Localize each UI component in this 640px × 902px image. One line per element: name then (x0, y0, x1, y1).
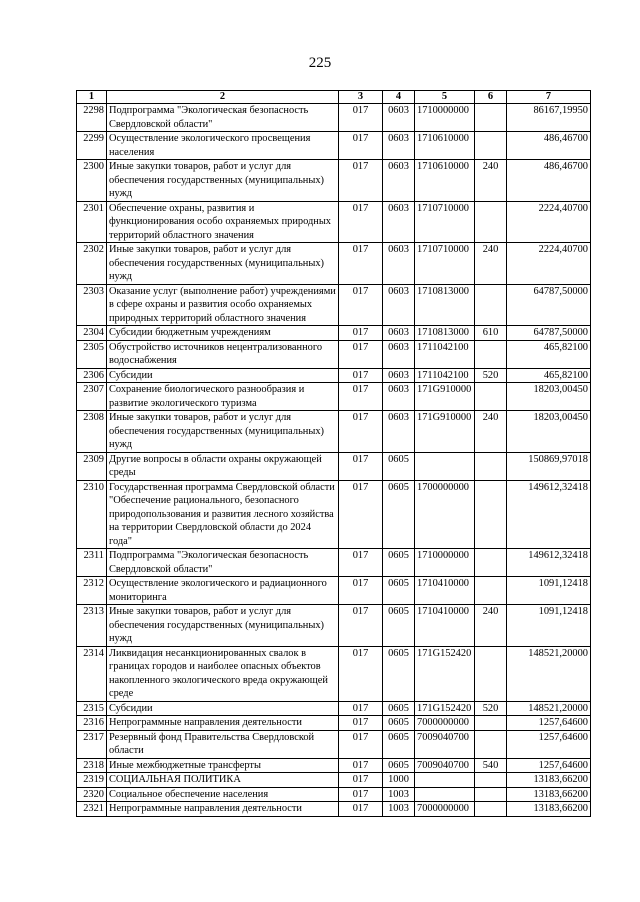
table-row (77, 326, 591, 341)
row-name: Иные закупки товаров, работ и услуг для обеспечения государственных (муниципальных) нужд (107, 243, 339, 285)
row-section-code: 0603 (383, 340, 415, 368)
header-row (77, 91, 591, 104)
row-target-code: 1700000000 (415, 480, 475, 549)
row-number: 2309 (77, 452, 107, 480)
row-ved-code: 017 (339, 104, 383, 132)
row-section-code: 0603 (383, 383, 415, 411)
table-row (77, 787, 591, 802)
row-number: 2313 (77, 605, 107, 647)
row-target-code (415, 452, 475, 480)
row-ved-code: 017 (339, 132, 383, 160)
row-expense-type (475, 549, 507, 577)
page-number: 225 (308, 55, 332, 71)
table-row (77, 730, 591, 758)
row-name: Подпрограмма "Экологическая безопасность Свердловской области" (107, 549, 339, 577)
row-section-code: 0603 (383, 160, 415, 202)
row-ved-code: 017 (339, 340, 383, 368)
row-target-code: 7000000000 (415, 716, 475, 731)
row-section-code: 0603 (383, 132, 415, 160)
row-ved-code: 017 (339, 758, 383, 773)
table-row (77, 104, 591, 132)
row-ved-code: 017 (339, 577, 383, 605)
row-expense-type: 540 (475, 758, 507, 773)
row-ved-code: 017 (339, 411, 383, 453)
row-expense-type (475, 730, 507, 758)
table-row (77, 368, 591, 383)
row-amount: 18203,00450 (507, 411, 591, 453)
row-section-code: 0605 (383, 758, 415, 773)
row-number: 2314 (77, 646, 107, 701)
table-row (77, 802, 591, 817)
row-amount: 64787,50000 (507, 326, 591, 341)
col-header: 3 (339, 91, 383, 104)
row-ved-code: 017 (339, 160, 383, 202)
row-number: 2299 (77, 132, 107, 160)
row-name: Иные закупки товаров, работ и услуг для обеспечения государственных (муниципальных) нужд (107, 411, 339, 453)
row-ved-code: 017 (339, 716, 383, 731)
row-amount: 13183,66200 (507, 787, 591, 802)
row-amount: 2224,40700 (507, 201, 591, 243)
row-target-code: 1710813000 (415, 326, 475, 341)
row-ved-code: 017 (339, 773, 383, 788)
row-expense-type (475, 284, 507, 326)
row-ved-code: 017 (339, 549, 383, 577)
row-target-code: 1710610000 (415, 132, 475, 160)
row-target-code: 171G910000 (415, 411, 475, 453)
row-number: 2303 (77, 284, 107, 326)
row-target-code: 7009040700 (415, 758, 475, 773)
row-number: 2311 (77, 549, 107, 577)
row-amount: 465,82100 (507, 340, 591, 368)
table-row (77, 383, 591, 411)
row-expense-type (475, 452, 507, 480)
row-expense-type (475, 802, 507, 817)
row-number: 2301 (77, 201, 107, 243)
row-expense-type (475, 201, 507, 243)
row-expense-type (475, 383, 507, 411)
row-ved-code: 017 (339, 284, 383, 326)
row-amount: 149612,32418 (507, 480, 591, 549)
row-amount: 465,82100 (507, 368, 591, 383)
row-target-code: 1710710000 (415, 201, 475, 243)
row-amount: 486,46700 (507, 132, 591, 160)
row-section-code: 0603 (383, 411, 415, 453)
row-name: Субсидии (107, 368, 339, 383)
row-ved-code: 017 (339, 646, 383, 701)
row-number: 2308 (77, 411, 107, 453)
table-row (77, 577, 591, 605)
row-section-code: 0605 (383, 730, 415, 758)
row-expense-type (475, 577, 507, 605)
row-amount: 148521,20000 (507, 646, 591, 701)
row-target-code: 1710710000 (415, 243, 475, 285)
row-amount: 64787,50000 (507, 284, 591, 326)
row-name: Сохранение биологического разнообразия и развитие экологического туризма (107, 383, 339, 411)
row-target-code: 1711042100 (415, 340, 475, 368)
col-header: 1 (77, 91, 107, 104)
row-target-code (415, 773, 475, 788)
row-name: Иные межбюджетные трансферты (107, 758, 339, 773)
row-ved-code: 017 (339, 383, 383, 411)
row-expense-type: 240 (475, 605, 507, 647)
row-expense-type (475, 104, 507, 132)
row-expense-type: 520 (475, 701, 507, 716)
row-number: 2302 (77, 243, 107, 285)
row-section-code: 0603 (383, 201, 415, 243)
row-name: Непрограммные направления деятельности (107, 802, 339, 817)
row-name: Иные закупки товаров, работ и услуг для обеспечения государственных (муниципальных) нужд (107, 160, 339, 202)
row-number: 2319 (77, 773, 107, 788)
row-amount: 18203,00450 (507, 383, 591, 411)
row-amount: 1091,12418 (507, 577, 591, 605)
row-target-code: 1710410000 (415, 577, 475, 605)
col-header: 5 (415, 91, 475, 104)
row-name: Резервный фонд Правительства Свердловской области (107, 730, 339, 758)
row-number: 2298 (77, 104, 107, 132)
table-row (77, 480, 591, 549)
row-section-code: 0605 (383, 549, 415, 577)
row-expense-type (475, 646, 507, 701)
row-ved-code: 017 (339, 201, 383, 243)
budget-table (76, 90, 591, 817)
row-amount: 1257,64600 (507, 716, 591, 731)
row-expense-type: 610 (475, 326, 507, 341)
row-name: Субсидии бюджетным учреждениям (107, 326, 339, 341)
row-target-code: 7009040700 (415, 730, 475, 758)
row-ved-code: 017 (339, 480, 383, 549)
row-section-code: 0603 (383, 243, 415, 285)
table-row (77, 452, 591, 480)
row-ved-code: 017 (339, 368, 383, 383)
table-row (77, 411, 591, 453)
col-header: 7 (507, 91, 591, 104)
row-section-code: 0603 (383, 104, 415, 132)
row-amount: 148521,20000 (507, 701, 591, 716)
row-ved-code: 017 (339, 452, 383, 480)
row-target-code: 171G910000 (415, 383, 475, 411)
row-name: Осуществление экологического просвещения населения (107, 132, 339, 160)
row-expense-type: 240 (475, 243, 507, 285)
row-number: 2315 (77, 701, 107, 716)
row-section-code: 0605 (383, 646, 415, 701)
table-row (77, 160, 591, 202)
row-name: СОЦИАЛЬНАЯ ПОЛИТИКА (107, 773, 339, 788)
row-amount: 150869,97018 (507, 452, 591, 480)
row-expense-type: 240 (475, 160, 507, 202)
row-name: Обустройство источников нецентрализованного водоснабжения (107, 340, 339, 368)
row-number: 2317 (77, 730, 107, 758)
row-number: 2306 (77, 368, 107, 383)
row-target-code: 1710000000 (415, 549, 475, 577)
table-row (77, 701, 591, 716)
table-row (77, 284, 591, 326)
row-amount: 486,46700 (507, 160, 591, 202)
row-target-code (415, 787, 475, 802)
row-name: Государственная программа Свердловской области "Обеспечение рационального, безопасного природопользования и развития лесного хозяйства на территории Свердловской области до 2024 года" (107, 480, 339, 549)
row-name: Оказание услуг (выполнение работ) учреждениями в сфере охраны и развития особо охраняемых природных территорий областного значения (107, 284, 339, 326)
row-ved-code: 017 (339, 730, 383, 758)
row-section-code: 0603 (383, 368, 415, 383)
row-expense-type (475, 716, 507, 731)
row-target-code: 7000000000 (415, 802, 475, 817)
table-body (77, 104, 591, 817)
row-ved-code: 017 (339, 326, 383, 341)
row-name: Осуществление экологического и радиационного мониторинга (107, 577, 339, 605)
row-name: Субсидии (107, 701, 339, 716)
row-target-code: 1710000000 (415, 104, 475, 132)
row-section-code: 1003 (383, 787, 415, 802)
row-name: Другие вопросы в области охраны окружающей среды (107, 452, 339, 480)
row-amount: 149612,32418 (507, 549, 591, 577)
table-row (77, 716, 591, 731)
col-header: 6 (475, 91, 507, 104)
row-name: Обеспечение охраны, развития и функционирования особо охраняемых природных территорий областного значения (107, 201, 339, 243)
row-section-code: 0605 (383, 452, 415, 480)
row-number: 2320 (77, 787, 107, 802)
row-name: Непрограммные направления деятельности (107, 716, 339, 731)
row-number: 2300 (77, 160, 107, 202)
table-row (77, 340, 591, 368)
row-section-code: 0605 (383, 577, 415, 605)
row-expense-type (475, 132, 507, 160)
row-target-code: 171G152420 (415, 646, 475, 701)
row-target-code: 1710610000 (415, 160, 475, 202)
row-ved-code: 017 (339, 802, 383, 817)
row-section-code: 1003 (383, 802, 415, 817)
row-section-code: 0603 (383, 326, 415, 341)
row-name: Ликвидация несанкционированных свалок в границах городов и наиболее опасных объектов накопленного экологического вреда окружающей среде (107, 646, 339, 701)
row-amount: 1257,64600 (507, 730, 591, 758)
row-target-code: 1711042100 (415, 368, 475, 383)
row-ved-code: 017 (339, 787, 383, 802)
table-row (77, 132, 591, 160)
row-number: 2321 (77, 802, 107, 817)
table-row (77, 243, 591, 285)
row-section-code: 0603 (383, 284, 415, 326)
row-amount: 86167,19950 (507, 104, 591, 132)
row-expense-type (475, 787, 507, 802)
row-section-code: 1000 (383, 773, 415, 788)
row-amount: 2224,40700 (507, 243, 591, 285)
row-section-code: 0605 (383, 716, 415, 731)
col-header: 4 (383, 91, 415, 104)
row-target-code: 171G152420 (415, 701, 475, 716)
row-name: Подпрограмма "Экологическая безопасность Свердловской области" (107, 104, 339, 132)
row-expense-type (475, 773, 507, 788)
row-number: 2318 (77, 758, 107, 773)
row-ved-code: 017 (339, 701, 383, 716)
row-section-code: 0605 (383, 701, 415, 716)
row-ved-code: 017 (339, 605, 383, 647)
row-expense-type: 240 (475, 411, 507, 453)
col-header: 2 (107, 91, 339, 104)
row-amount: 13183,66200 (507, 773, 591, 788)
table-row (77, 758, 591, 773)
row-ved-code: 017 (339, 243, 383, 285)
row-expense-type: 520 (475, 368, 507, 383)
row-section-code: 0605 (383, 605, 415, 647)
row-number: 2307 (77, 383, 107, 411)
row-target-code: 1710410000 (415, 605, 475, 647)
table-row (77, 549, 591, 577)
row-number: 2305 (77, 340, 107, 368)
row-target-code: 1710813000 (415, 284, 475, 326)
row-number: 2312 (77, 577, 107, 605)
table-row (77, 773, 591, 788)
table-row (77, 605, 591, 647)
row-expense-type (475, 340, 507, 368)
row-amount: 13183,66200 (507, 802, 591, 817)
row-section-code: 0605 (383, 480, 415, 549)
row-amount: 1257,64600 (507, 758, 591, 773)
row-name: Социальное обеспечение населения (107, 787, 339, 802)
row-number: 2304 (77, 326, 107, 341)
table-row (77, 646, 591, 701)
row-number: 2316 (77, 716, 107, 731)
row-expense-type (475, 480, 507, 549)
row-number: 2310 (77, 480, 107, 549)
row-amount: 1091,12418 (507, 605, 591, 647)
table-row (77, 201, 591, 243)
row-name: Иные закупки товаров, работ и услуг для обеспечения государственных (муниципальных) нужд (107, 605, 339, 647)
